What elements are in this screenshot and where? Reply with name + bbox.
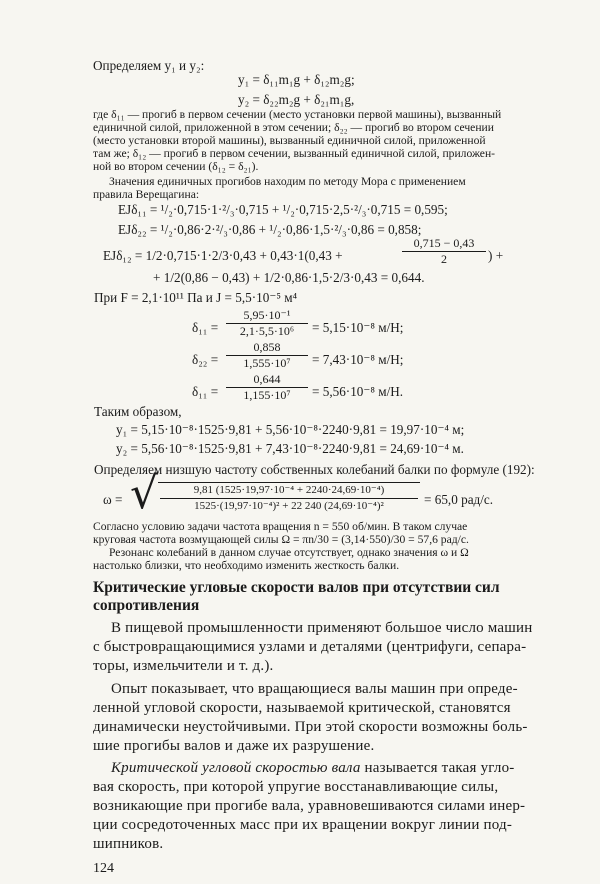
- paragraph-line: ции сосредоточенных масс при их вращении вокруг линии под-: [93, 817, 513, 833]
- condition-line: настолько близки, что необходимо изменить жесткость балки.: [93, 559, 400, 572]
- paragraph-line: В пищевой промышленности применяют большое число машин: [111, 620, 533, 636]
- delta-fraction: [226, 372, 308, 403]
- definition-line: где δ₁₁ — прогиб в первом сечении (место установки первой машины), вызванный: [93, 108, 502, 121]
- fraction-denominator: 1,155·10⁷: [243, 388, 291, 402]
- equation-y1: y₁ = δ₁₁m₁g + δ₁₂m₂g;: [238, 72, 355, 87]
- delta-lhs: δ₂₂ =: [192, 352, 219, 367]
- delta-lhs: δ₁₁ =: [192, 320, 219, 335]
- paragraph-line: ленной угловой скорости, называемой критической, становятся: [93, 700, 511, 716]
- lowest-frequency-text: Определяем низшую частоту собственных колебаний балки по формуле (192):: [94, 462, 535, 477]
- fraction-denominator: 2: [441, 252, 447, 266]
- condition-line: Согласно условию задачи частота вращения n = 550 об/мин. В таком случае: [93, 520, 468, 533]
- fraction-numerator: 0,858: [226, 340, 308, 356]
- equation-y2-value: y₂ = 5,56·10⁻⁸·1525·9,81 + 7,43·10⁻⁸·2240·9,81 = 24,69·10⁻⁴ м.: [116, 441, 464, 456]
- equation-ej-d12-cont: + 1/2(0,86 − 0,43) + 1/2·0,86·1,5·2/3·0,43 = 0,644.: [153, 270, 425, 285]
- paragraph-line: динамически неустойчивыми. При этой скорости возможны боль-: [93, 719, 528, 735]
- equation-y2: y₂ = δ₂₂m₂g + δ₂₁m₁g,: [238, 92, 355, 107]
- fraction-numerator: 0,644: [226, 372, 308, 388]
- paragraph-line: Опыт показывает, что вращающиеся валы машин при опреде-: [111, 681, 518, 697]
- page-number: 124: [93, 861, 114, 876]
- equation-ej-d12-left: EJδ₁₂ = 1/2·0,715·1·2/3·0,43 + 0,43·1(0,43 +: [103, 248, 343, 263]
- fraction-ej-d12: [402, 236, 486, 267]
- condition-line: круговая частота возмущающей силы Ω = πn/30 = (3,14·550)/30 = 57,6 рад/с.: [93, 533, 469, 546]
- delta-fraction: [226, 340, 308, 371]
- omega-lhs: ω =: [103, 492, 123, 507]
- equation-ej-d12-right: ) +: [488, 248, 504, 263]
- paragraph-line: шие прогибы валов и даже их разрушение.: [93, 738, 375, 754]
- definition-line: (место установки второй машины), вызванный единичной силой, приложенной: [93, 134, 486, 147]
- fraction-denominator: 2,1·5,5·10⁶: [239, 324, 295, 338]
- equation-ej-d11: EJδ₁₁ = ¹/₂·0,715·1·²/₃·0,715 + ¹/₂·0,715·2,5·²/₃·0,715 = 0,595;: [118, 202, 448, 217]
- fraction-numerator: 9,81 (1525·19,97·10⁻⁴ + 2240·24,69·10⁻⁴): [160, 483, 418, 499]
- fraction-numerator: 5,95·10⁻¹: [226, 308, 308, 324]
- paragraph-line: с быстровращающимися узлами и деталями (центрифуги, сепара-: [93, 639, 527, 655]
- radical-sign: √: [130, 468, 159, 519]
- paragraph-line: возникающие при прогибе вала, уравновешиваются силами инер-: [93, 798, 526, 814]
- equation-y1-value: y₁ = 5,15·10⁻⁸·1525·9,81 + 5,56·10⁻⁸·2240·9,81 = 19,97·10⁻⁴ м;: [116, 422, 465, 437]
- mohr-text: Значения единичных прогибов находим по методу Мора с применением: [109, 175, 466, 188]
- thus-text: Таким образом,: [94, 404, 182, 419]
- definition-line: там же; δ₁₂ — прогиб в первом сечении, вызванный единичной силой, приложен-: [93, 147, 496, 160]
- definition-line: единичной силой, приложенной в этом сечении; δ₂₂ — прогиб во втором сечении: [93, 121, 494, 134]
- fraction-numerator: 0,715 − 0,43: [402, 236, 486, 252]
- paragraph-line: вая скорость, при которой упругие восстанавливающие силы,: [93, 779, 499, 795]
- paragraph-text: называется такая угло-: [360, 760, 515, 776]
- given-text: При F = 2,1·10¹¹ Па и J = 5,5·10⁻⁵ м⁴: [94, 290, 298, 305]
- paragraph-line: [111, 760, 514, 777]
- term-italic: Критической угловой скоростью вала: [111, 760, 361, 776]
- equation-ej-d22: EJδ₂₂ = ¹/₂·0,86·2·²/₃·0,86 + ¹/₂·0,86·1,5·²/₃·0,86 = 0,858;: [118, 222, 422, 237]
- fraction-denominator: 1525·(19,97·10⁻⁴)² + 22 240 (24,69·10⁻⁴)²: [194, 500, 384, 512]
- delta-rhs: = 5,56·10⁻⁸ м/Н.: [312, 384, 404, 399]
- delta-fraction: [226, 308, 308, 339]
- definition-line: ной во втором сечении (δ₁₂ = δ₂₁).: [93, 160, 259, 173]
- omega-rhs: = 65,0 рад/с.: [424, 492, 494, 507]
- delta-rhs: = 5,15·10⁻⁸ м/Н;: [312, 320, 404, 335]
- delta-rhs: = 7,43·10⁻⁸ м/Н;: [312, 352, 404, 367]
- paragraph-line: шипников.: [93, 836, 164, 852]
- delta-lhs: δ₁₁ =: [192, 384, 219, 399]
- omega-fraction: [160, 483, 418, 514]
- fraction-denominator: 1,555·10⁷: [243, 356, 291, 370]
- intro-text: Определяем y₁ и y₂:: [93, 58, 205, 73]
- section-heading: Критические угловые скорости валов при отсутствии сил: [93, 579, 500, 596]
- paragraph-line: торы, измельчители и т. д.).: [93, 658, 274, 674]
- mohr-text: правила Верещагина:: [93, 188, 200, 201]
- condition-line: Резонанс колебаний в данном случае отсутствует, однако значения ω и Ω: [109, 546, 469, 559]
- section-heading: сопротивления: [93, 597, 200, 614]
